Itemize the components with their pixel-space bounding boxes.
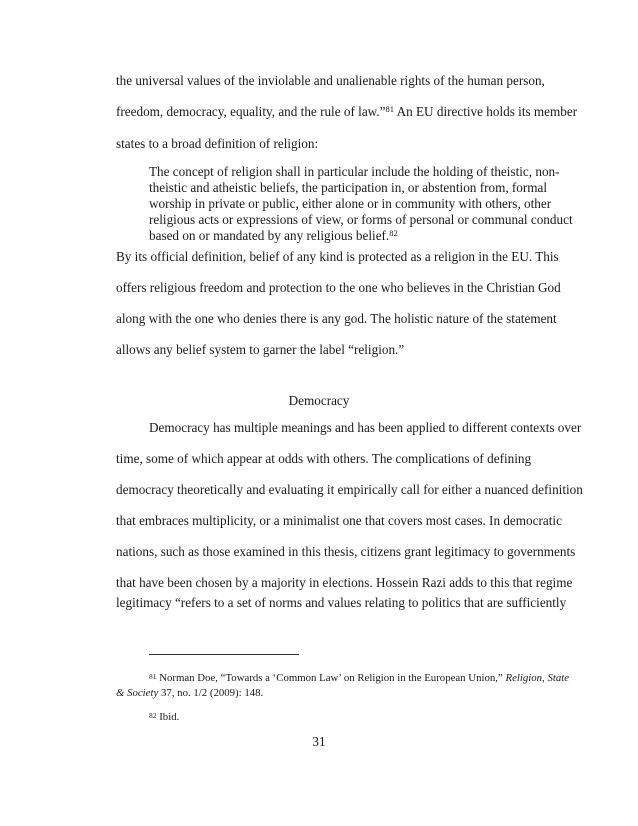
block-quote-line: religious acts or expressions of view, or forms of personal or communal conduct [149,212,573,227]
block-quote-line: theistic and atheistic beliefs, the participation in, or abstention from, formal [149,180,548,195]
footnote-text: Ibid. [156,711,180,723]
footnote-journal-title: & Society [116,687,159,699]
body-line: that have been chosen by a majority in elections. Hossein Razi adds to this that regime [116,575,573,590]
block-quote-line [149,228,398,244]
body-text: An EU directive holds its member [394,104,578,119]
page-number: 31 [312,734,326,749]
footnote-ref-82: 82 [389,228,398,238]
footnote-journal-title: Religion, State [505,672,570,684]
block-quote-text: based on or mandated by any religious belief. [149,228,390,243]
body-line: nations, such as those examined in this thesis, citizens grant legitimacy to governments [116,544,576,559]
body-line: allows any belief system to garner the label “religion.” [116,342,405,357]
body-text: freedom, democracy, equality, and the rule of law.” [116,104,386,119]
footnote-81 [149,672,569,685]
body-line: legitimacy “refers to a set of norms and values relating to politics that are sufficiently [116,595,567,610]
body-line: that embraces multiplicity, or a minimalist one that covers most cases. In democratic [116,513,562,528]
footnote-mark: 82 [149,711,157,720]
footnote-text: Norman Doe, “Towards a ‘Common Law’ on Religion in the European Union,” [156,672,506,684]
section-heading: Democracy [288,393,350,408]
body-line: By its official definition, belief of any kind is protected as a religion in the EU. This [116,249,559,264]
body-line [116,104,577,120]
footnote-81-continued [116,687,263,700]
body-line: democracy theoretically and evaluating it empirically call for either a nuanced definition [116,482,583,497]
body-line: offers religious freedom and protection to the one who believes in the Christian God [116,280,561,295]
footnote-separator [149,654,299,655]
body-line: along with the one who denies there is any god. The holistic nature of the statement [116,311,557,326]
footnote-text: 37, no. 1/2 (2009): 148. [158,687,264,699]
footnote-mark: 81 [149,672,157,681]
body-line: Democracy has multiple meanings and has been applied to different contexts over [149,420,582,435]
body-line: the universal values of the inviolable and unalienable rights of the human person, [116,73,545,88]
body-line: states to a broad definition of religion: [116,136,319,151]
body-line: time, some of which appear at odds with others. The complications of defining [116,451,532,466]
block-quote-line: The concept of religion shall in particular include the holding of theistic, non- [149,164,560,179]
block-quote-line: worship in private or public, either alone or in community with others, other [149,196,552,211]
footnote-ref-81: 81 [385,104,394,114]
footnote-82 [149,711,179,724]
